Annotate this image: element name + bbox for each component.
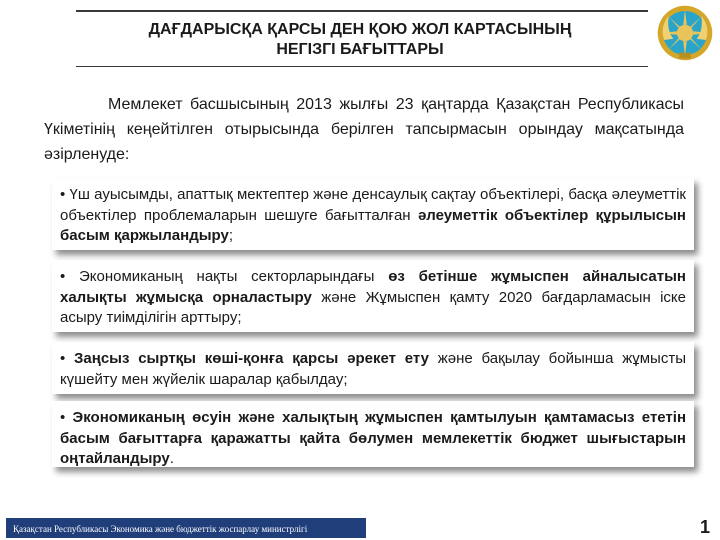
- footer-ministry-label: Қазақстан Республикасы Экономика және бюджеттік жоспарлау министрлігі: [6, 518, 366, 538]
- intro-paragraph: [44, 92, 684, 167]
- title-line-1: ДАҒДАРЫСҚА ҚАРСЫ ДЕН ҚОЮ ЖОЛ КАРТАСЫНЫҢ: [148, 21, 572, 38]
- header-bottom-rule: [76, 66, 648, 67]
- bullet-3-suffix: және бақылау бойынша жұмысты күшейту мен жүйелік шаралар қабылдау;: [60, 350, 686, 388]
- bullet-4-text: •: [60, 409, 73, 426]
- bullet-4-bold: Экономиканың өсуін және халықтың жұмыспен қамтылуын қамтамасыз ететін басым бағыттарға қаражатты қайта бөлумен мемлекеттік бюджет шығыстарын оңтайландыру: [60, 409, 687, 467]
- bullet-1-suffix: ;: [228, 227, 234, 244]
- bullet-2-bold: өз бетінше жұмыспен айналысатын халықты жұмысқа орналастыру: [60, 268, 686, 306]
- bullet-4-suffix: .: [169, 450, 174, 467]
- header-top-rule: [76, 10, 648, 12]
- title-line-2: НЕГІЗГІ БАҒЫТТАРЫ: [276, 41, 444, 58]
- bullet-item-3: [52, 342, 694, 394]
- slide-title: [100, 20, 620, 60]
- bullet-3-text: •: [60, 350, 75, 367]
- bullet-1-text: • Үш ауысымды, апаттық мектептер және денсаулық сақтау объектілері, басқа әлеуметтік объектілер проблемаларын шешуге бағытталған: [60, 186, 686, 224]
- page-number: 1: [700, 517, 711, 537]
- bullet-item-1: [52, 178, 694, 250]
- bullet-3-bold: Заңсыз сыртқы көші-қонға қарсы әрекет ету: [74, 350, 429, 367]
- bullet-2-text: • Экономиканың нақты секторларындағы: [60, 268, 389, 285]
- bullet-item-2: [52, 260, 694, 332]
- bullet-1-bold: әлеуметтік объектілер құрылысын басым қаржыландыру: [60, 206, 686, 244]
- bullet-2-suffix: және Жұмыспен қамту 2020 бағдарламасын іске асыру тиімділігін арттыру;: [60, 288, 686, 326]
- bullet-item-4: [52, 401, 694, 467]
- intro-text: Мемлекет басшысының 2013 жылғы 23 қаңтарда Қазақстан Республикасы Үкіметінің кеңейтілген отырысында берілген тапсырмасын орындау мақсатында әзірленуде:: [44, 96, 684, 163]
- kazakhstan-state-emblem-icon: [656, 4, 714, 62]
